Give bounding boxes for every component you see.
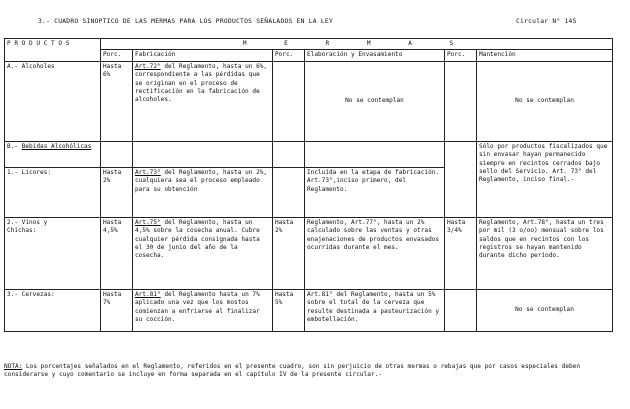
fabricacion-cervezas <box>133 289 273 331</box>
porc-mantencion-cervezas <box>445 289 477 331</box>
producto-bebidas-prefix: B.- <box>7 142 22 150</box>
footnote <box>4 363 624 380</box>
col-header-productos: P R O D U C T O S <box>5 39 101 62</box>
mantencion-vinos: Reglamento, Art.78°, hasta un tres por mil (3 o/oo) mensual sobre los saldos que en recintos con los registros se hayan mantenido durante dicho período. <box>477 217 613 289</box>
porc-elaboracion-alcoholes <box>273 61 305 141</box>
fabricacion-alcoholes-ref: Art.72° <box>135 62 161 70</box>
table-row <box>5 217 613 289</box>
footnote-label: NOTA: <box>4 363 23 370</box>
producto-alcoholes <box>5 61 101 141</box>
fabricacion-cervezas-text: del Reglamento hasta un 7% aplicado una vez que los mostos comienzan a enfriarse al finalizar su cocción. <box>135 290 260 324</box>
elaboracion-cervezas: Art.81° del Reglamento, hasta un 5% sobre el total de la cerveza que resulte destinada a pasteurización y embotellación. <box>305 289 445 331</box>
elaboracion-licores: Incluída en la etapa de fabricación. Art.73°,inciso primero, del Reglamento. <box>305 167 445 217</box>
porc-elaboracion-cervezas: Hasta 5% <box>273 289 305 331</box>
elaboracion-vinos: Reglamento, Art.77°, hasta un 2% calculado sobre las ventas y otras enajenaciones de productos envasados ocurridas durante el mes. <box>305 217 445 289</box>
fabricacion-licores <box>133 167 273 217</box>
col-header-fabricacion: Fabricación <box>133 50 273 61</box>
porc-fabricacion-vinos: Hasta 4,5% <box>101 217 133 289</box>
porc-fabricacion-cervezas: Hasta 7% <box>101 289 133 331</box>
mantencion-alcoholes: No se contemplan <box>477 61 613 141</box>
col-header-mermas: M E R M A S <box>101 39 613 50</box>
fabricacion-licores-ref: Art.73° <box>135 168 161 176</box>
col-header-porc-fabricacion: Porc. <box>101 50 133 61</box>
table-row <box>5 141 613 167</box>
fabricacion-vinos-ref: Art.75° <box>135 218 161 226</box>
elaboracion-alcoholes: No se contemplan <box>305 61 445 141</box>
producto-vinos: 2.- Vinos y Chichas: <box>5 217 101 289</box>
col-header-porc-elaboracion: Porc. <box>273 50 305 61</box>
porc-fabricacion-licores: Hasta 2% <box>101 167 133 217</box>
porc-elaboracion-vinos: Hasta 2% <box>273 217 305 289</box>
producto-bebidas-label: Bebidas Alcohólicas <box>21 142 92 150</box>
table-row <box>5 61 613 141</box>
producto-alcoholes-label: A.- Alcoholes <box>7 62 55 70</box>
document-title: 3.- CUADRO SINOPTICO DE LAS MERMAS PARA LOS PRODUCTOS SEÑALADOS EN LA LEY <box>38 18 333 25</box>
producto-bebidas <box>5 141 101 167</box>
fabricacion-cervezas-ref: Art.81° <box>135 290 161 298</box>
fabricacion-alcoholes <box>133 61 273 141</box>
footnote-text: Los porcentajes señalados en el Reglamento, referidos en el presente cuadro, son sin perjuicio de otras mermas o rebajas que por casos especiales deben considerarse y cuyo comentario se incluye en forma separada en el capítulo IV de la presente circular.- <box>4 363 580 379</box>
porc-fabricacion-alcoholes: Hasta 6% <box>101 61 133 141</box>
porc-elaboracion-licores <box>273 167 305 217</box>
col-header-mantencion: Mantención <box>477 50 613 61</box>
porc-mantencion-alcoholes <box>445 61 477 141</box>
col-header-porc-mantencion: Porc. <box>445 50 477 61</box>
fabricacion-licores-text: del Reglamento, hasta un 2%, cualquiera sea el proceso empleado para su obtención <box>135 168 268 193</box>
mermas-table <box>4 38 613 332</box>
circular-reference: Circular N° 145 <box>516 18 577 25</box>
table-row <box>5 289 613 331</box>
mantencion-bebidas: Sólo por productos fiscalizados que sin envasar hayan permanecido siempre en recintos cerrados bajo sello del Servicio. Art. 73° del Reglamento, inciso final.- <box>477 141 613 217</box>
fabricacion-alcoholes-text: del Reglamento, hasta un 6%, correspondiente a las pérdidas que se originan en el proceso de rectificación en la fabricación de alcoholes. <box>135 62 268 104</box>
fabricacion-vinos <box>133 217 273 289</box>
fabricacion-vinos-text: del Reglamento, hasta un 4,5% sobre la cosecha anual. Cubre cualquier pérdida consignada hasta el 30 de junio del año de la cosecha. <box>135 218 260 260</box>
table-header-row <box>5 39 613 50</box>
porc-mantencion-vinos: Hasta 3/4% <box>445 217 477 289</box>
col-header-elaboracion: Elaboración y Envasamiento <box>305 50 445 61</box>
mantencion-cervezas: No se contemplan <box>477 289 613 331</box>
producto-licores: 1.- Licores: <box>5 167 101 217</box>
producto-cervezas: 3.- Cervezas: <box>5 289 101 331</box>
